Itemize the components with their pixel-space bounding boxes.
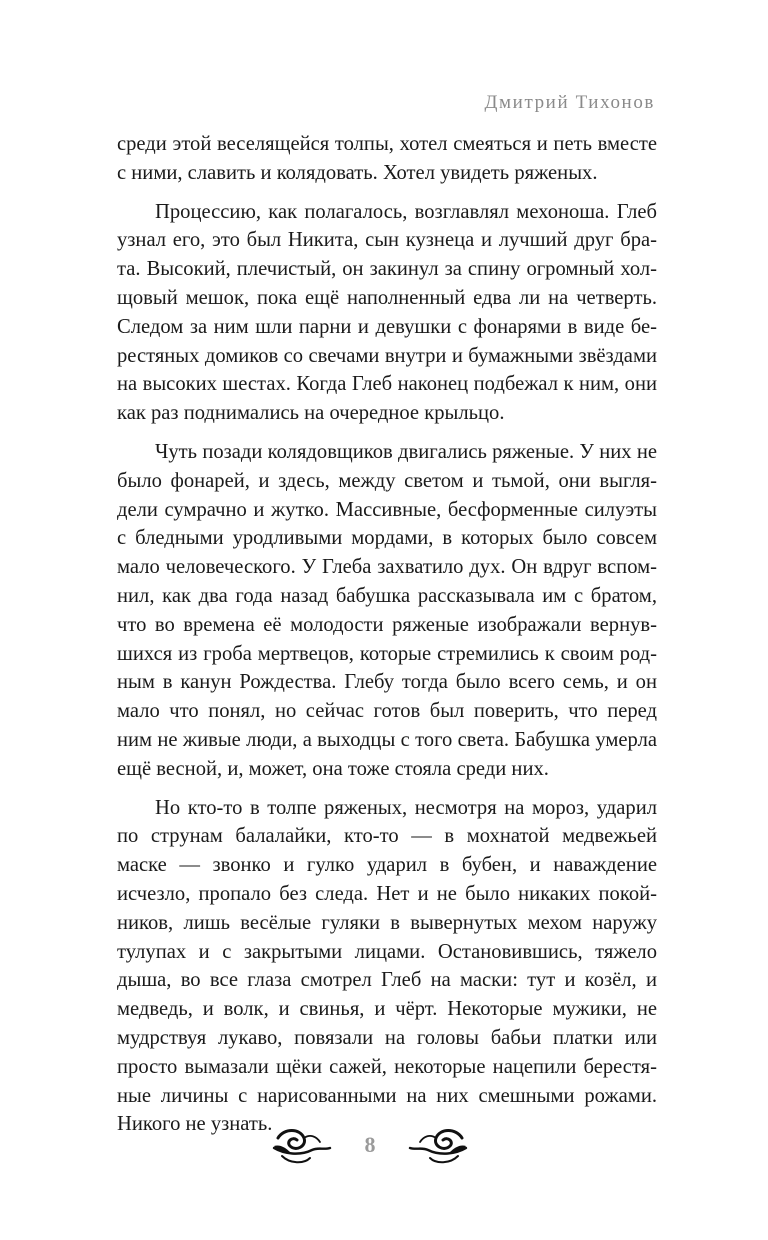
paragraph-3: Чуть позади колядовщиков двигались ряженые. У них не было фонарей, и здесь, между светом и тьмой, они выглядели сумрачно и жутко. Массивные, бесформенные силуэты с бледными уродливыми мордами, в которых было совсем мало человеческого. У Глеба захватило дух. Он вдруг вспомнил, как два года назад бабушка рассказывала им с братом, что во времена её молодости ряженые изображали вернувшихся из гроба мертвецов, которые стремились к своим родным в канун Рождества. Глебу тогда было всего семь, и он мало что понял, но сейчас готов был поверить, что перед ним не живые люди, а выходцы с того света. Бабушка умерла ещё весной, и, может, она тоже стояла среди них. (117, 440, 657, 780)
paragraph-1: среди этой веселящейся толпы, хотел смеяться и петь вместе с ними, славить и колядовать. Хотел увидеть ряженых. (117, 133, 657, 184)
flourish-right-icon (408, 1124, 470, 1168)
main-text (117, 130, 657, 1139)
paragraph-2: Процессию, как полагалось, возглавлял мехоноша. Глеб узнал его, это был Никита, сын кузнеца и лучший друг брата. Высокий, плечистый, он закинул за спину огромный холщовый мешок, пока ещё наполненный едва ли на четверть. Следом за ним шли парни и девушки с фонарями в виде берестяных домиков со свечами внутри и бумажными звёздами на высоких шестах. Когда Глеб наконец подбежал к ним, они как раз поднимались на очередное крыльцо. (117, 200, 657, 425)
page-footer (270, 1120, 470, 1180)
paragraph-4: Но кто-то в толпе ряженых, несмотря на мороз, ударил по струнам балалайки, кто-то — в мохнатой медвежьей маске — звонко и гулко ударил в бубен, и наваждение исчезло, пропало без следа. Нет и не было никаких покойников, лишь весёлые гуляки в вывернутых мехом наружу тулупах и с закрытыми лицами. Остановившись, тяжело дыша, во все глаза смотрел Глеб на маски: тут и козёл, и медведь, и волк, и свинья, и чёрт. Некоторые мужики, не мудрствуя лукаво, повязали на головы бабьи платки или просто вымазали щёки сажей, некоторые нацепили берестяные личины с нарисованными на них смешными рожами. Никого не узнать. (117, 796, 657, 1136)
running-header-author: Дмитрий Тихонов (484, 92, 655, 113)
page-number: 8 (364, 1132, 376, 1157)
